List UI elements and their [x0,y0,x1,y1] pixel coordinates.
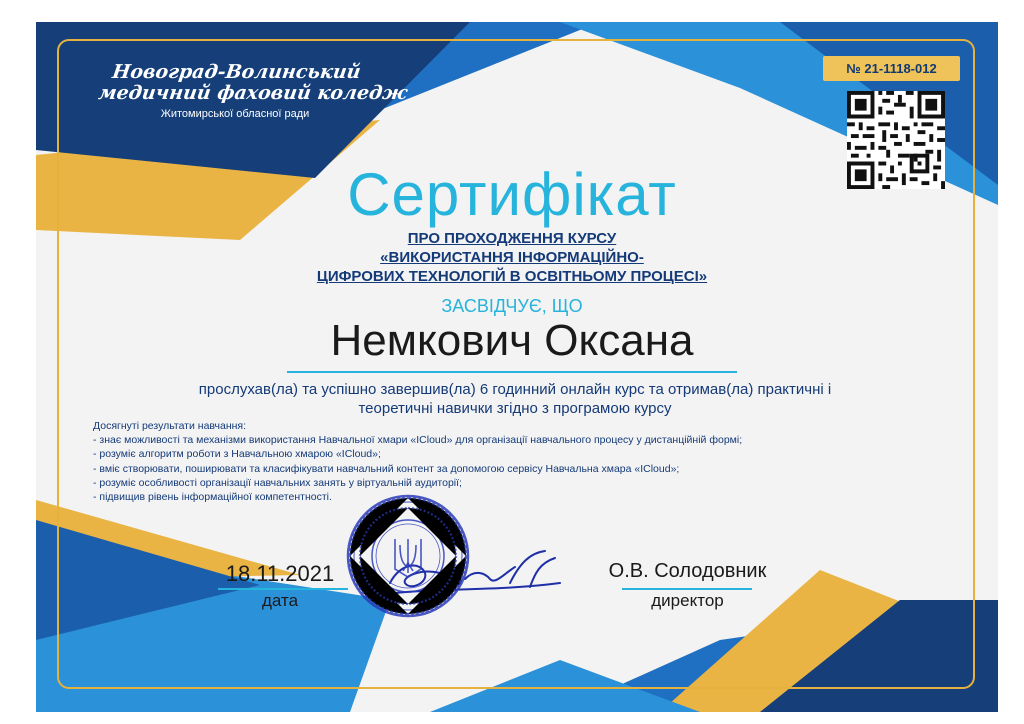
certify-text: ЗАСВІДЧУЄ, ЩО [441,296,583,316]
result-item: - знає можливості та механізми використання Навчальної хмари «ICloud» для організації навчального процесу у дистанційній формі; [93,434,743,447]
learning-results [93,419,913,504]
completion-line-1: прослухав(ла) та успішно завершив(ла) 6 годинний онлайн курс та отримав(ла) практичні і [198,381,832,398]
course-title [262,229,762,286]
recipient-name: Немкович Оксана [330,316,694,365]
college-name-line2: медичний фаховий коледж [97,82,409,104]
course-line-3: ЦИФРОВИХ ТЕХНОЛОГІЙ В ОСВІТНЬОМУ ПРОЦЕСІ» [316,268,708,285]
result-item: - вміє створювати, поширювати та класифікувати навчальний контент за допомогою сервісу Навчальна хмара «ICloud»; [93,462,680,475]
director-underline [622,588,752,590]
result-item: - підвищив рівень інформаційної компетентності. [93,491,332,504]
recipient-underline [287,371,737,373]
issue-date: 18.11.2021 [225,561,335,586]
completion-line-2: теоретичні навички згідно з програмою курсу [358,400,672,417]
certificate-number-badge: № 21-1118-012 [823,56,960,81]
result-item: - розуміє алгоритм роботи з Навчальною хмарою «ICloud»; [93,448,381,461]
course-line-2: «ВИКОРИСТАННЯ ІНФОРМАЦІЙНО- [380,249,644,266]
course-line-1: ПРО ПРОХОДЖЕННЯ КУРСУ [407,230,617,247]
director-name: О.В. Солодовник [608,560,767,582]
official-stamp-icon [345,493,471,619]
date-label: дата [261,591,299,610]
certificate-title: Сертифікат [347,161,677,228]
college-name-line1: Новоград-Волинський [110,61,363,83]
director-label: директор [651,591,724,610]
date-underline [218,588,348,590]
completion-text [140,380,890,418]
results-heading: Досягнуті результати навчання: [93,420,247,432]
college-name [97,61,409,104]
college-subtitle: Житомирської обласної ради [160,108,310,120]
result-item: - розуміє особливості організації навчальних занять у віртуальній аудиторії; [93,476,462,489]
